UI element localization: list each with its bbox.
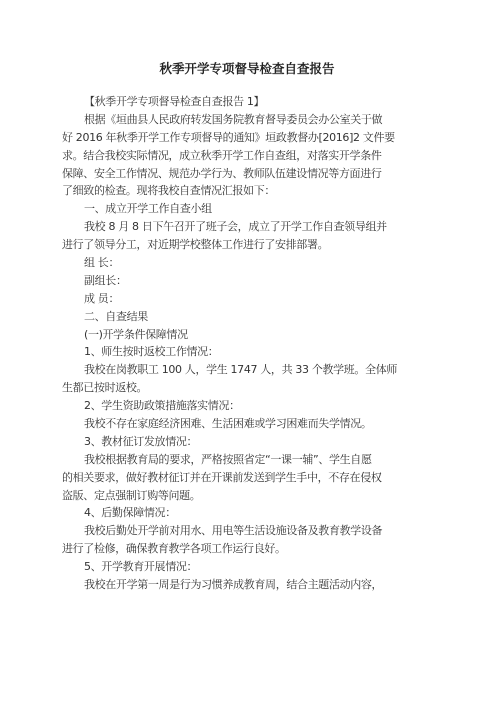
text-line: 一、成立开学工作自查小组 xyxy=(84,202,212,216)
text-line: 保障、安全工作情况、规范办学行为、教师队伍建设情况等方面进行 xyxy=(62,166,382,180)
text-line: 5、开学教育开展情况： xyxy=(84,560,198,574)
text-line: 【秋季开学专项督导检查自查报告 1】 xyxy=(84,95,265,108)
text-line: 1、师生按时返校工作情况： xyxy=(84,345,219,359)
text-line: 成 员： xyxy=(84,291,120,305)
text-line: 盗版、定点强制订购等问题。 xyxy=(62,488,201,502)
text-line: 我校后勤处开学前对用水、用电等生活设施设备及教育教学设备 xyxy=(84,524,383,538)
text-line: 进行了检修，确保教育教学各项工作运行良好。 xyxy=(62,542,286,556)
text-line: 进行了领导分工，对近期学校整体工作进行了安排部署。 xyxy=(62,238,329,252)
text-line: 3、教材征订发放情况： xyxy=(84,434,198,448)
text-line: 二、自查结果 xyxy=(84,309,148,323)
text-line: 根据《垣曲县人民政府转发国务院教育督导委员会办公室关于做 xyxy=(84,112,383,126)
document-page xyxy=(62,60,432,594)
text-line: 生都已按时返校。 xyxy=(62,381,148,395)
document-title: 秋季开学专项督导检查自查报告 xyxy=(159,61,335,76)
text-line: 了细致的检查。现将我校自查情况汇报如下： xyxy=(62,184,275,198)
text-line: 我校 8 月 8 日下午召开了班子会，成立了开学工作自查领导组并 xyxy=(84,220,387,234)
document-body xyxy=(62,93,432,594)
text-line: 4、后勤保障情况： xyxy=(84,506,176,520)
text-line: 好 2016 年秋季开学工作专项督导的通知》垣政教督办[2016]2 文件要 xyxy=(62,130,395,144)
text-line: 组 长： xyxy=(84,256,120,270)
text-line: (一)开学条件保障情况 xyxy=(84,327,188,341)
text-line: 副组长： xyxy=(84,273,127,287)
text-line: 的相关要求，做好教材征订并在开课前发送到学生手中，不存在侵权 xyxy=(62,470,382,484)
text-line: 2、学生资助政策措施落实情况： xyxy=(84,399,240,413)
text-line: 我校根据教育局的要求，严格按照省定“一课一辅”、学生自愿 xyxy=(84,452,372,466)
text-line: 我校在开学第一周是行为习惯养成教育周，结合主题活动内容， xyxy=(84,578,383,592)
text-line: 求。结合我校实际情况，成立秋季开学工作自查组，对落实开学条件 xyxy=(62,148,382,162)
text-line: 我校在岗教职工 100 人，学生 1747 人，共 33 个教学班。全体师 xyxy=(84,363,398,377)
text-line: 我校不存在家庭经济困难、生活困难或学习困难而失学情况。 xyxy=(84,417,372,431)
